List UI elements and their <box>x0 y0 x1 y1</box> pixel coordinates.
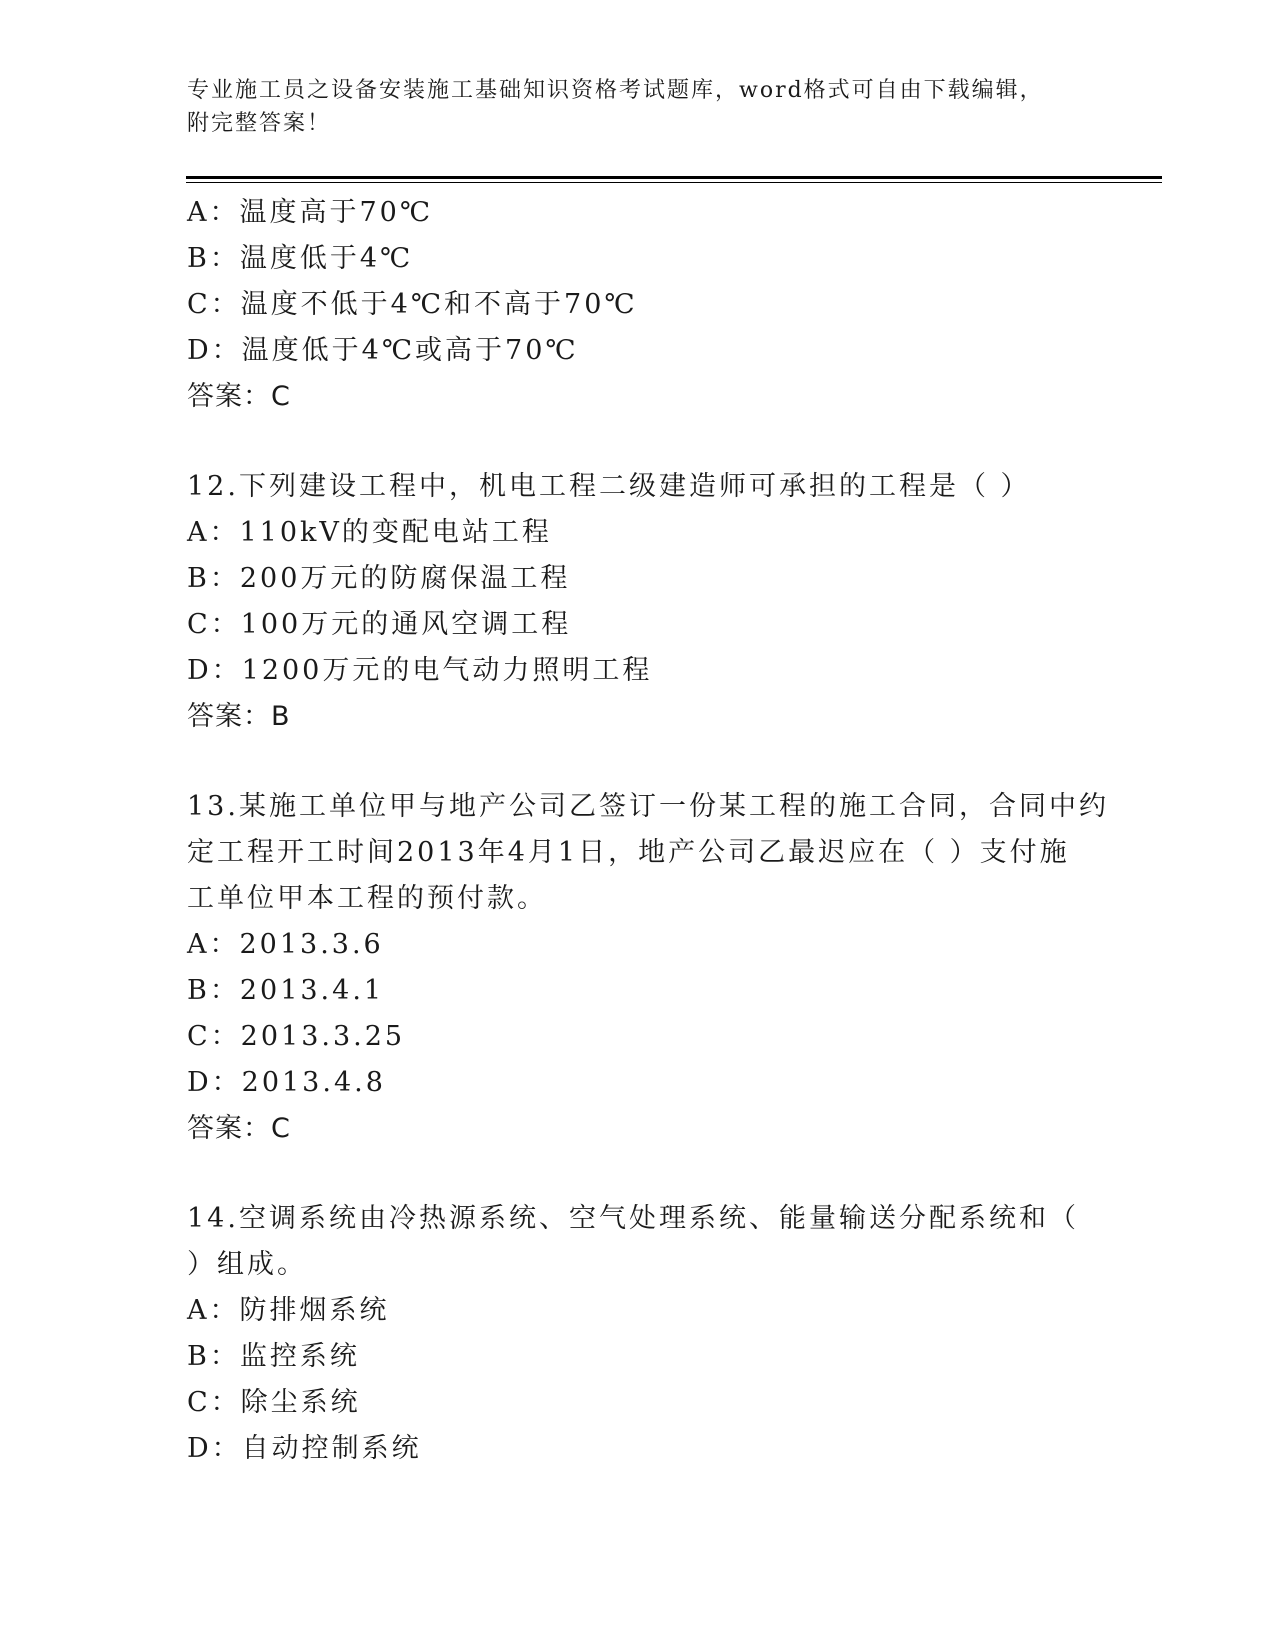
option-d: D：温度低于4℃或高于70℃ <box>187 335 579 366</box>
option-d: D：2013.4.8 <box>187 1067 386 1098</box>
option-a: A：温度高于70℃ <box>187 197 434 228</box>
question-stem: 定工程开工时间2013年4月1日，地产公司乙最迟应在（ ）支付施 <box>187 837 1070 868</box>
option-d: D：自动控制系统 <box>187 1433 422 1464</box>
option-a: A：110kV的变配电站工程 <box>187 517 552 548</box>
question-stem: ）组成。 <box>187 1249 307 1280</box>
header-line-2: 附完整答案！ <box>187 111 332 136</box>
header-divider-thin <box>186 182 1162 183</box>
option-b: B：温度低于4℃ <box>187 243 414 274</box>
question-stem: 14.空调系统由冷热源系统、空气处理系统、能量输送分配系统和（ <box>187 1203 1079 1234</box>
question-stem: 工单位甲本工程的预付款。 <box>187 883 547 914</box>
option-b: B：200万元的防腐保温工程 <box>187 563 571 594</box>
option-d: D：1200万元的电气动力照明工程 <box>187 655 653 686</box>
header-divider-thick <box>186 176 1162 179</box>
option-c: C：除尘系统 <box>187 1387 361 1418</box>
option-b: B：2013.4.1 <box>187 975 385 1006</box>
answer-line: 答案：C <box>187 1113 291 1144</box>
question-stem: 13.某施工单位甲与地产公司乙签订一份某工程的施工合同，合同中约 <box>187 791 1109 822</box>
option-c: C：温度不低于4℃和不高于70℃ <box>187 289 638 320</box>
question-11 <box>187 190 1087 420</box>
question-list <box>187 190 1109 1472</box>
option-b: B：监控系统 <box>187 1341 360 1372</box>
question-14 <box>187 1196 1087 1472</box>
answer-line: 答案：C <box>187 381 291 412</box>
question-12 <box>187 464 1087 740</box>
option-c: C：2013.3.25 <box>187 1021 406 1052</box>
answer-line: 答案：B <box>187 701 291 732</box>
question-13 <box>187 784 1109 1152</box>
option-a: A：防排烟系统 <box>187 1295 390 1326</box>
question-stem: 12.下列建设工程中，机电工程二级建造师可承担的工程是（ ） <box>187 471 1031 502</box>
option-a: A：2013.3.6 <box>187 929 384 960</box>
option-c: C：100万元的通风空调工程 <box>187 609 572 640</box>
header-line-1: 专业施工员之设备安装施工基础知识资格考试题库，word格式可自由下载编辑， <box>187 78 1044 103</box>
document-header <box>187 74 1087 140</box>
